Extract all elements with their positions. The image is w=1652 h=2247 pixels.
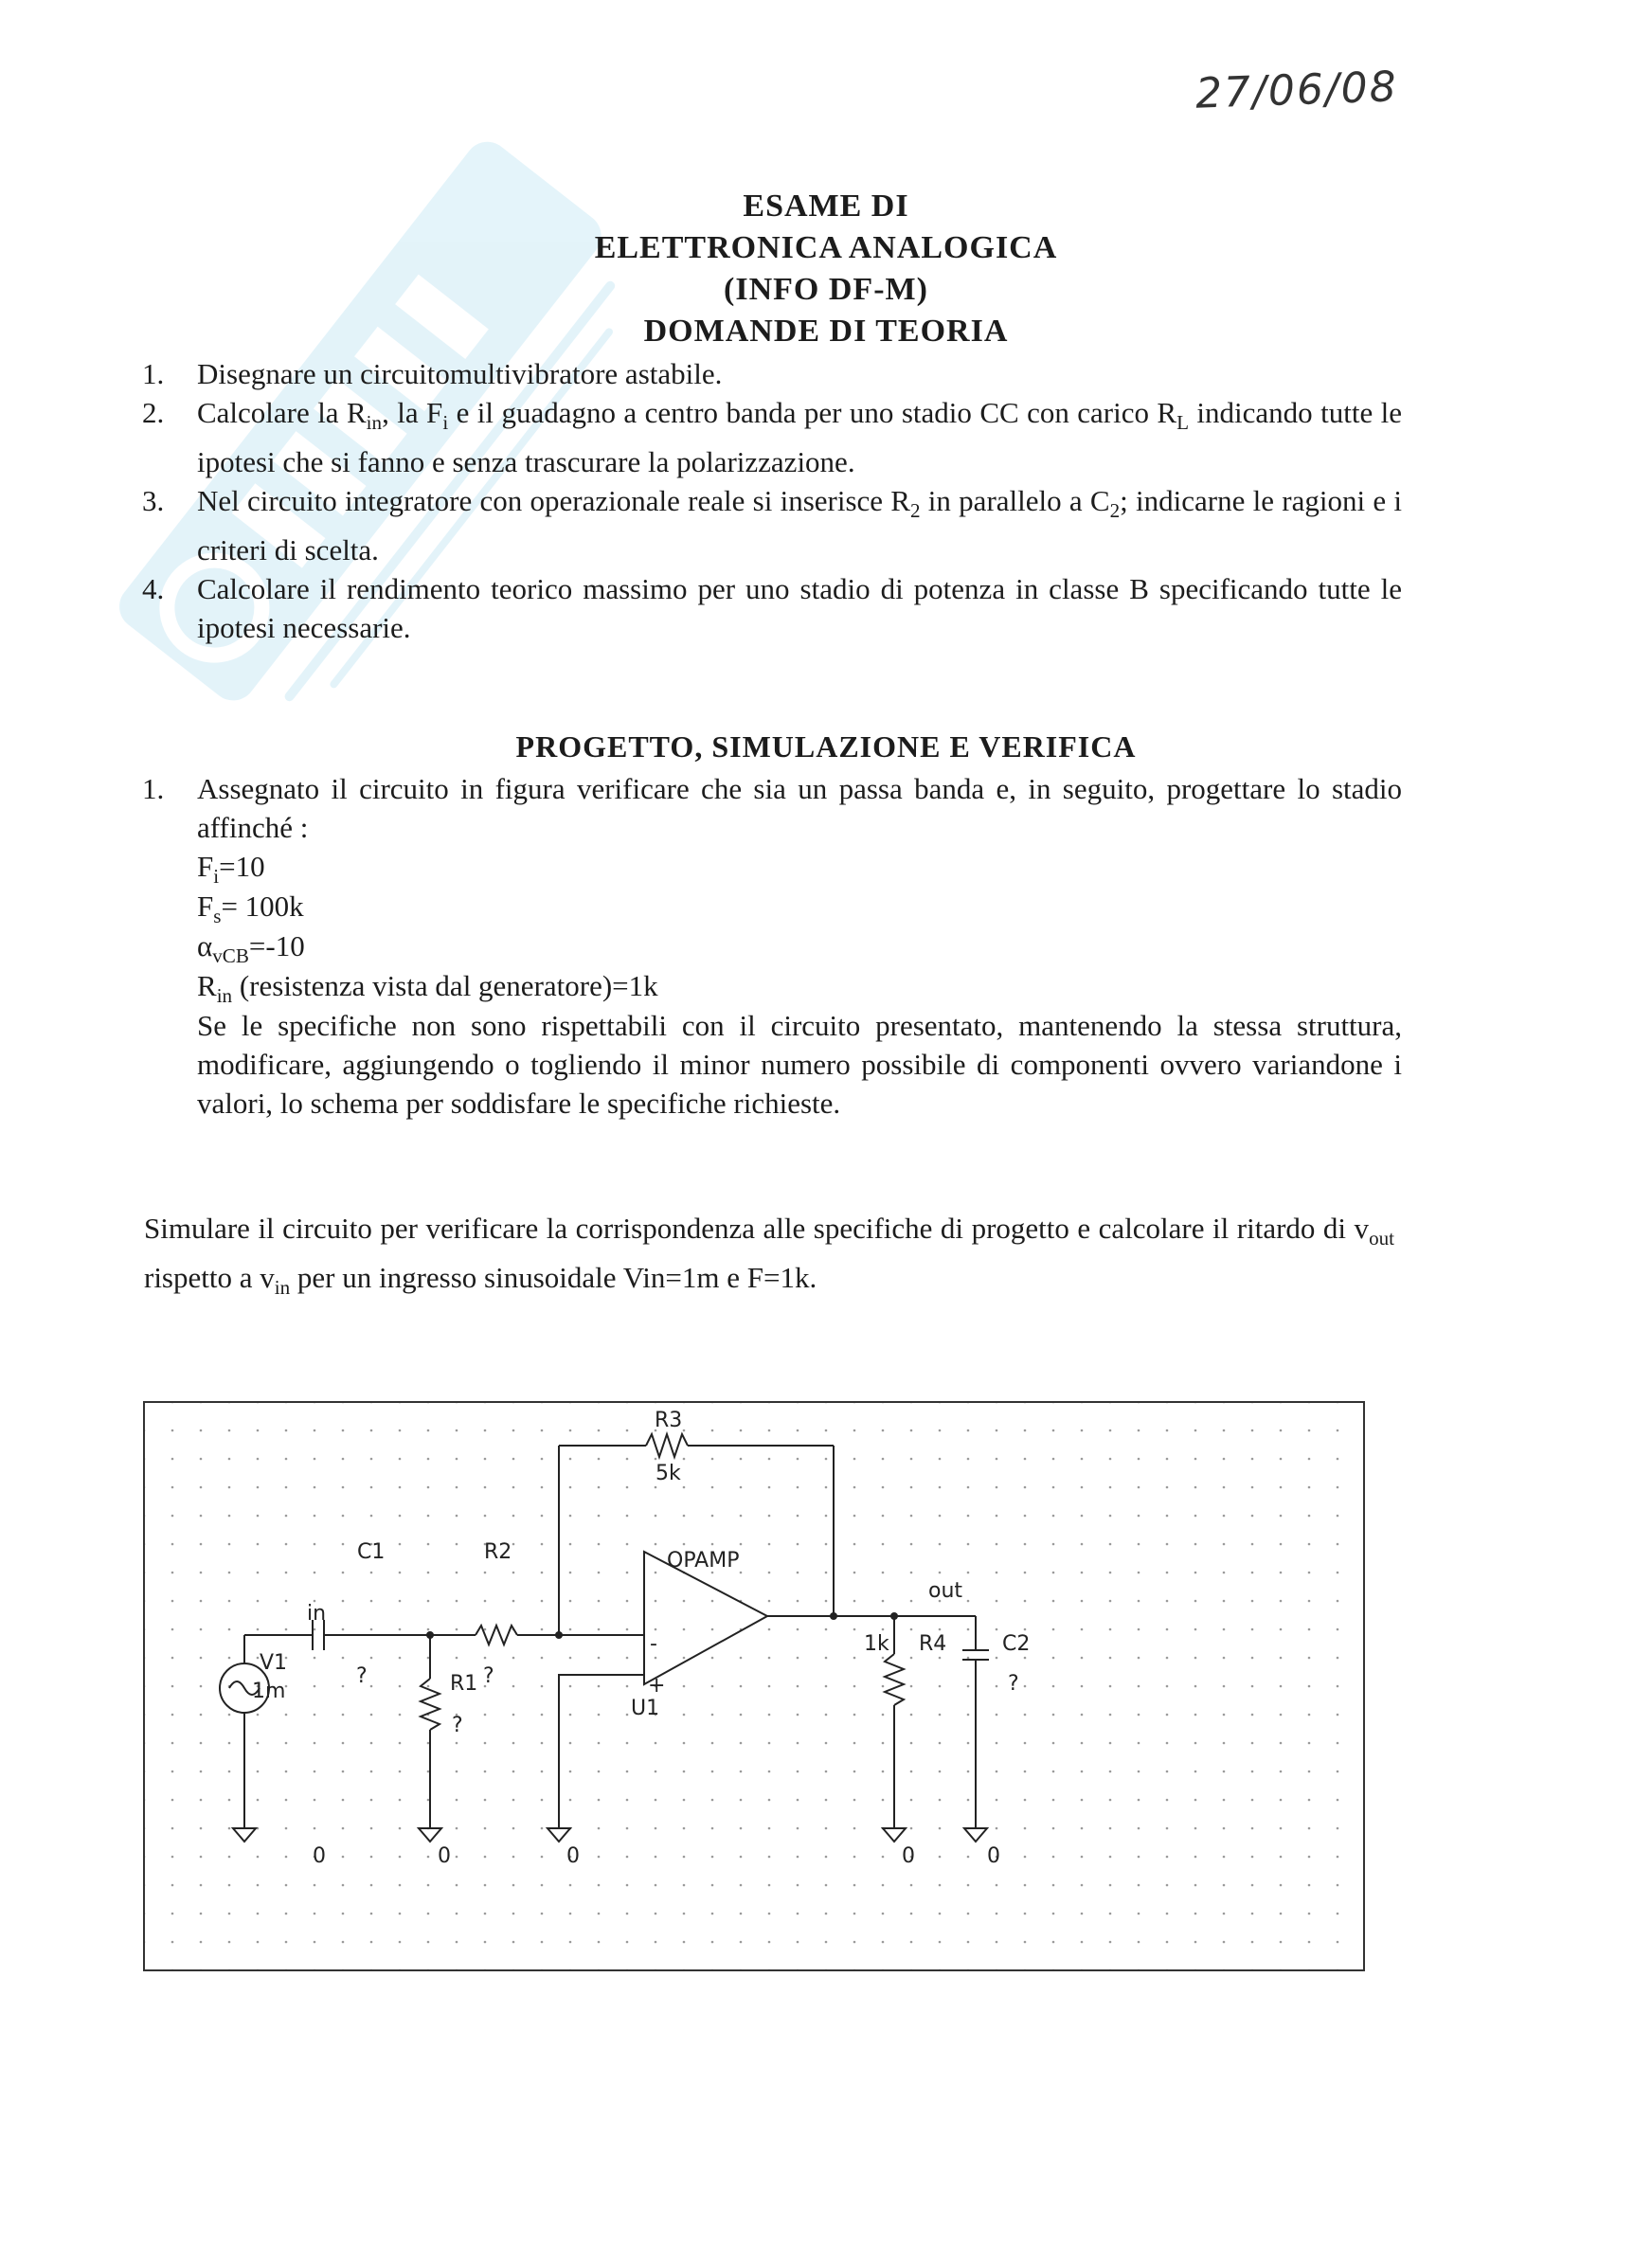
header-line-3: (INFO DF-M) xyxy=(724,272,928,307)
subscript: 2 xyxy=(1109,499,1121,523)
subscript: in xyxy=(274,1276,291,1300)
r4-value: 1k xyxy=(864,1632,889,1656)
ground-label: 0 xyxy=(566,1844,580,1868)
spec-text: α xyxy=(197,929,213,962)
subscript: i xyxy=(213,865,220,889)
r2-value: ? xyxy=(483,1664,494,1688)
r2-name: R2 xyxy=(484,1540,512,1564)
schematic-frame xyxy=(144,1402,1364,1970)
theory-question-1 xyxy=(142,354,1402,393)
subscript: in xyxy=(366,411,383,435)
project-question-1 xyxy=(142,769,1402,847)
subscript: vCB xyxy=(212,944,249,968)
r1-name: R1 xyxy=(450,1672,478,1696)
subscript: 2 xyxy=(909,499,921,523)
exam-header xyxy=(0,186,1652,352)
question-text: Calcolare la R xyxy=(197,396,367,429)
question-number: 4. xyxy=(142,572,165,606)
c2-name: C2 xyxy=(1002,1632,1031,1656)
u1-label: U1 xyxy=(631,1697,660,1720)
junction-dot xyxy=(890,1612,898,1620)
spec-list xyxy=(142,847,1402,1123)
project-section-title: PROGETTO, SIMULAZIONE E VERIFICA xyxy=(515,729,1137,764)
ground-label: 0 xyxy=(987,1844,1000,1868)
simulation-paragraph xyxy=(144,1209,1394,1307)
opamp-plus-sign: + xyxy=(648,1674,666,1698)
ground-label: 0 xyxy=(313,1844,326,1868)
question-number: 2. xyxy=(142,396,165,429)
r3-value: 5k xyxy=(655,1462,681,1485)
theory-questions xyxy=(142,354,1402,647)
subscript: s xyxy=(213,905,222,928)
r4-name: R4 xyxy=(919,1632,947,1656)
r3-name: R3 xyxy=(655,1409,683,1432)
question-number: 1. xyxy=(142,772,165,805)
question-text: Assegnato il circuito in figura verificare che sia un passa banda e, in seguito, progettare lo stadio affinché : xyxy=(197,772,1402,844)
opamp-minus-sign: - xyxy=(650,1632,657,1656)
subscript: L xyxy=(1176,411,1189,435)
handwritten-date: 27/06/08 xyxy=(1194,63,1399,118)
spec-text: F xyxy=(197,850,214,883)
spec-text: R xyxy=(197,969,217,1002)
subscript: in xyxy=(216,984,233,1008)
header-line-1: ESAME DI xyxy=(743,189,909,224)
out-node-label: out xyxy=(928,1579,963,1603)
spec-note: Se le specifiche non sono rispettabili con il circuito presentato, mantenendo la stessa struttura, modificare, aggiungendo o togliendo il minor numero possibile di componenti ovvero variandone i valori, lo schema per soddisfare le specifiche richieste. xyxy=(197,1009,1402,1120)
in-node-label: in xyxy=(307,1602,327,1626)
sim-text: Simulare il circuito per verificare la corrispondenza alle specifiche di progetto e calcolare il ritardo di v xyxy=(144,1212,1370,1245)
header-line-4: DOMANDE DI TEORIA xyxy=(643,314,1009,349)
question-text: indicando tutte le ipotesi che si fanno e senza trascurare la polarizzazione. xyxy=(197,396,1402,479)
subscript: out xyxy=(1369,1227,1394,1250)
v1-value: 1m xyxy=(252,1680,286,1703)
question-text: , la F xyxy=(382,396,443,429)
project-questions xyxy=(142,769,1402,1123)
question-number: 1. xyxy=(142,357,165,390)
c2-value: ? xyxy=(1008,1672,1019,1696)
question-text: Nel circuito integratore con operazionale reale si inserisce R xyxy=(197,484,910,518)
spec-fi xyxy=(197,847,1402,887)
spec-text: (resistenza vista dal generatore)=1k xyxy=(232,969,658,1002)
circuit-schematic xyxy=(142,1400,1374,1987)
spec-gain xyxy=(197,926,1402,966)
opamp-label: OPAMP xyxy=(667,1549,740,1573)
question-text: e il guadagno a centro banda per uno stadio CC con carico R xyxy=(448,396,1177,429)
question-text: ; indicarne le ragioni e i criteri di scelta. xyxy=(197,484,1402,567)
theory-question-4 xyxy=(142,569,1402,647)
question-text: Disegnare un circuitomultivibratore astabile. xyxy=(197,357,723,390)
spec-rin xyxy=(197,966,1402,1006)
r1-value: ? xyxy=(452,1714,463,1737)
junction-dot xyxy=(830,1612,837,1620)
question-number: 3. xyxy=(142,484,165,518)
spec-text: F xyxy=(197,890,214,923)
spec-text: =-10 xyxy=(248,929,305,962)
spec-text: = 100k xyxy=(221,890,304,923)
c1-value: ? xyxy=(356,1664,368,1688)
ground-label: 0 xyxy=(438,1844,451,1868)
question-text: Calcolare il rendimento teorico massimo per uno stadio di potenza in classe B specificando tutte le ipotesi necessarie. xyxy=(197,572,1402,645)
theory-question-3 xyxy=(142,481,1402,569)
sim-text: rispetto a v xyxy=(144,1261,275,1295)
spec-fs xyxy=(197,887,1402,926)
subscript: i xyxy=(442,411,449,435)
theory-question-2 xyxy=(142,393,1402,481)
c1-name: C1 xyxy=(357,1540,386,1564)
header-line-2: ELETTRONICA ANALOGICA xyxy=(594,230,1058,265)
sim-text: per un ingresso sinusoidale Vin=1m e F=1k. xyxy=(290,1261,817,1295)
ground-label: 0 xyxy=(902,1844,915,1868)
question-text: in parallelo a C xyxy=(920,484,1110,518)
junction-dot xyxy=(426,1631,434,1639)
junction-dot xyxy=(555,1631,563,1639)
spec-text: =10 xyxy=(219,850,265,883)
v1-name: V1 xyxy=(260,1651,288,1675)
